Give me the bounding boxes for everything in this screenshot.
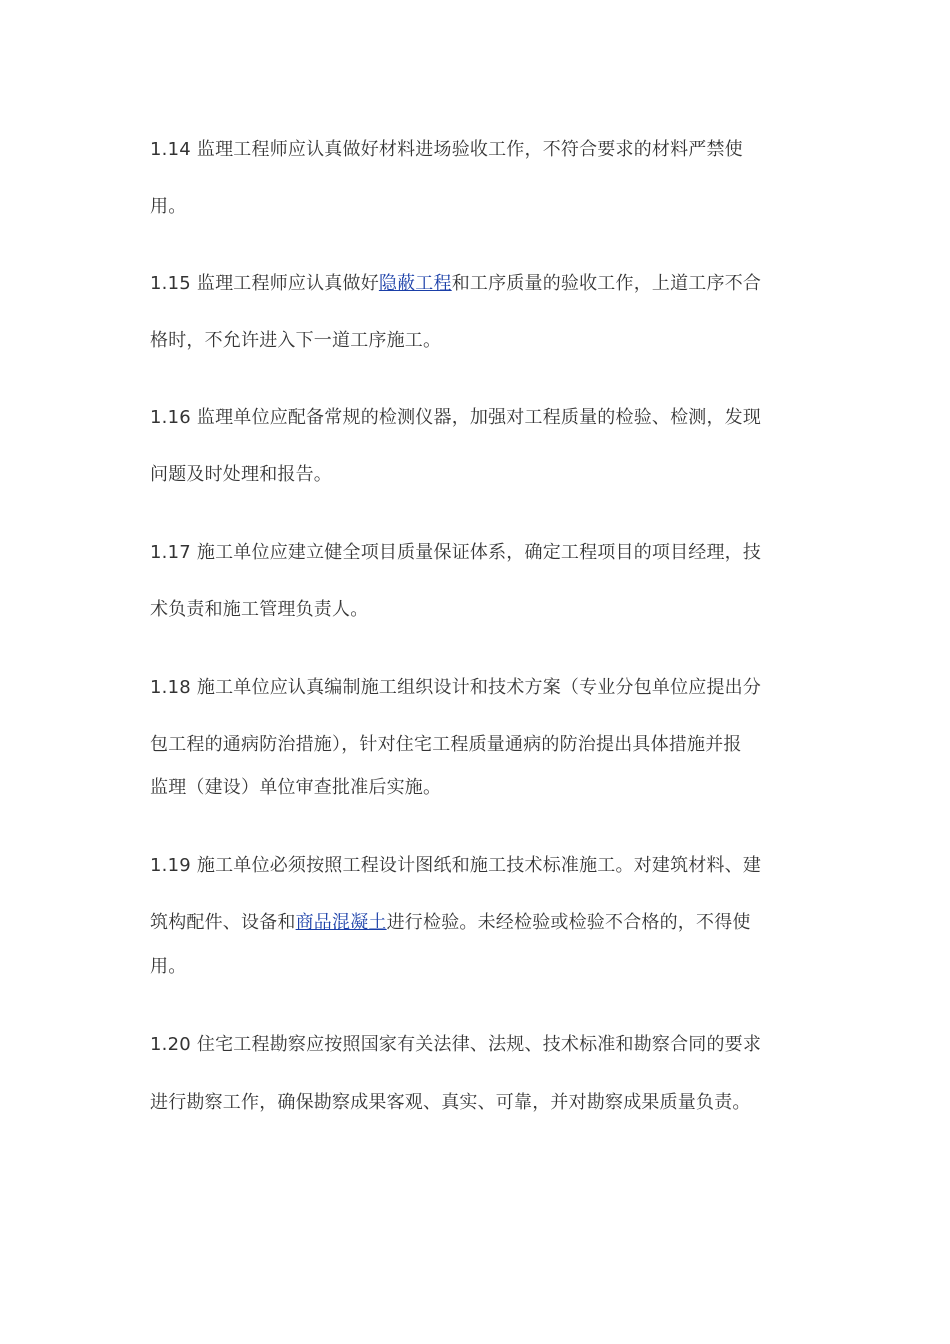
paragraph-text: 施工单位应建立健全项目质量保证体系，确定工程项目的项目经理，技 <box>196 542 762 563</box>
paragraph-line <box>150 598 368 622</box>
paragraph-number: 1.15 <box>150 273 191 294</box>
paragraph-number: 1.14 <box>150 139 191 160</box>
paragraph-text: 监理单位应配备常规的检测仪器，加强对工程质量的检验、检测，发现 <box>196 407 762 428</box>
paragraph-line <box>150 1091 751 1115</box>
paragraph-line <box>150 272 761 296</box>
paragraph-line <box>150 138 743 162</box>
paragraph-line <box>150 541 761 565</box>
paragraph-text: 监理工程师应认真做好 <box>196 273 379 294</box>
paragraph-text: 问题及时处理和报告。 <box>150 464 332 485</box>
paragraph-text: 和工序质量的验收工作，上道工序不合 <box>451 273 762 294</box>
paragraph-text: 施工单位必须按照工程设计图纸和施工技术标准施工。对建筑材料、建 <box>196 855 762 876</box>
paragraph-line <box>150 854 761 878</box>
paragraph-number: 1.17 <box>150 542 191 563</box>
paragraph-line <box>150 676 761 700</box>
hidden-works-link[interactable]: 隐蔽工程 <box>378 273 452 294</box>
paragraph-line <box>150 463 332 487</box>
paragraph-text: 用。 <box>150 196 187 217</box>
paragraph-text: 监理（建设）单位审查批准后实施。 <box>150 777 442 798</box>
paragraph-text: 施工单位应认真编制施工组织设计和技术方案（专业分包单位应提出分 <box>196 677 762 698</box>
paragraph-text: 用。 <box>150 956 187 977</box>
paragraph-text: 监理工程师应认真做好材料进场验收工作，不符合要求的材料严禁使 <box>196 139 743 160</box>
paragraph-text: 包工程的通病防治措施），针对住宅工程质量通病的防治提出具体措施并报 <box>150 734 742 755</box>
paragraph-number: 1.18 <box>150 677 191 698</box>
paragraph-line <box>150 195 186 219</box>
paragraph-text: 筑构配件、设备和 <box>150 912 296 933</box>
paragraph-line <box>150 406 761 430</box>
paragraph-text: 格时，不允许进入下一道工序施工。 <box>150 330 442 351</box>
paragraph-line <box>150 733 742 757</box>
paragraph-text: 进行检验。未经检验或检验不合格的，不得使 <box>386 912 751 933</box>
paragraph-text: 住宅工程勘察应按照国家有关法律、法规、技术标准和勘察合同的要求 <box>196 1034 762 1055</box>
paragraph-line <box>150 329 441 353</box>
paragraph-text: 进行勘察工作，确保勘察成果客观、真实、可靠，并对勘察成果质量负责。 <box>150 1092 751 1113</box>
paragraph-number: 1.20 <box>150 1034 191 1055</box>
ready-mixed-concrete-link[interactable]: 商品混凝土 <box>295 912 387 933</box>
paragraph-text: 术负责和施工管理负责人。 <box>150 599 369 620</box>
paragraph-line <box>150 955 186 979</box>
paragraph-number: 1.16 <box>150 407 191 428</box>
paragraph-line <box>150 1033 761 1057</box>
paragraph-number: 1.19 <box>150 855 191 876</box>
paragraph-line <box>150 911 751 935</box>
paragraph-line <box>150 776 441 800</box>
